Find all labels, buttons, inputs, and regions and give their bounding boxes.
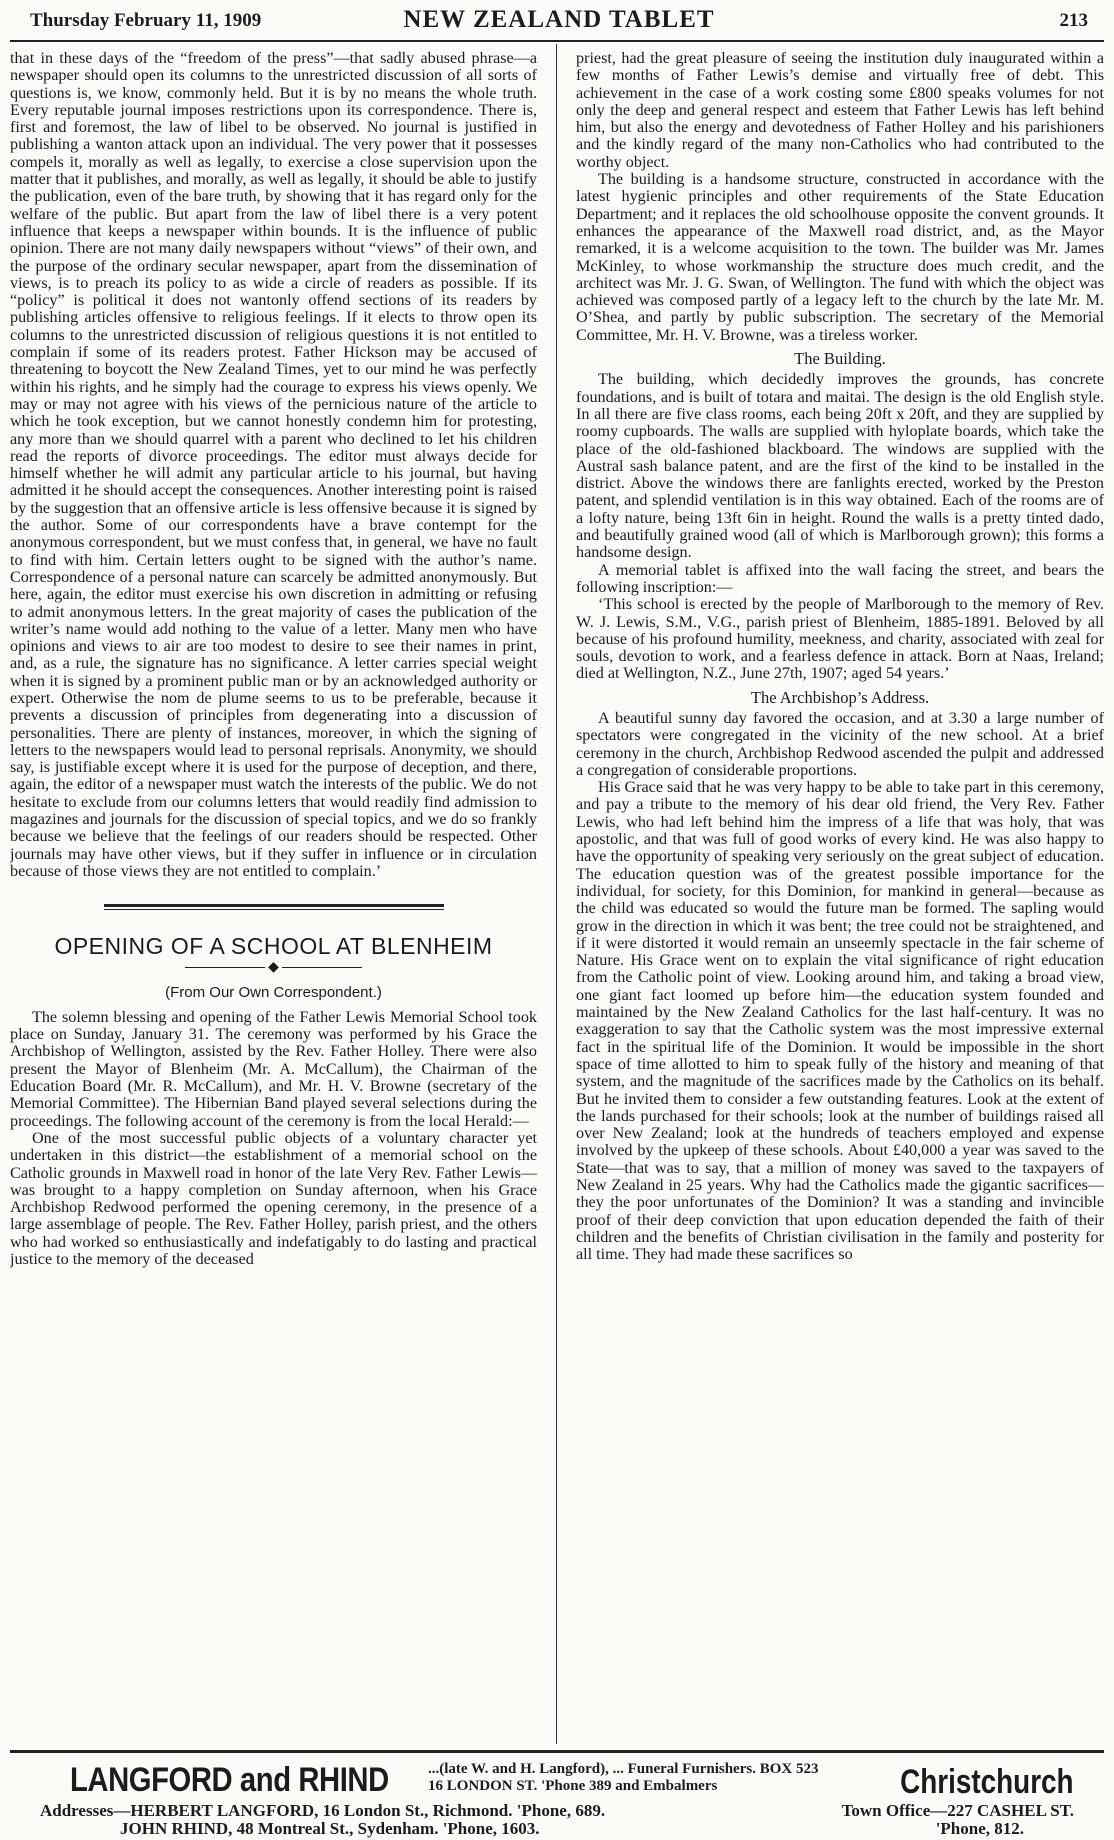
- article-paragraph: One of the most successful public objects of a voluntary character yet undertaken in this district—the establishment of a memorial school on the Catholic grounds in Maxwell road in honor of the late Very Rev. Father Lewis—was brought to a happy completion on Sunday afternoon, when his Grace Archbishop Redwood performed the opening ceremony, in the presence of a large assemblage of people. The Rev. Father Holley, parish priest, and the others who had worked so enthusiastically and indefatigably to do lasting and practical justice to the memory of the deceased: [10, 1129, 537, 1268]
- advert-town-phone: 'Phone, 812.: [935, 1819, 1024, 1838]
- subhead-address: The Archbishop’s Address.: [750, 687, 930, 707]
- article-paragraph: The building, which decidedly improves the grounds, has concrete foundations, and is built of totara and maitai. The design is the old English style. In all there are five class rooms, each being 20ft x 20ft, and they are supplied by roomy cupboards. The walls are supplied with hyloplate boards, which take the place of the old-fashioned blackboard. The windows are supplied with the Austral sash balance patent, and are the first of the kind to be installed in the district. Above the windows there are fanlights erected, worked by the Preston patent, and splendid ventilation is in this way obtained. Each of the rooms are of a lofty nature, being 13ft 6in in height. Round the walls is a pretty tinted dado, and beautifully grained wood (all of which is Marlborough grown); this forms a handsome design.: [576, 371, 1104, 562]
- advert-info-line: ...(late W. and H. Langford), ... Funeral Furnishers. BOX 523: [428, 1761, 819, 1777]
- subhead-building: The Building.: [794, 349, 886, 369]
- page-header: [30, 6, 1088, 36]
- article-paragraph: The solemn blessing and opening of the Father Lewis Memorial School took place on Sunday, January 31. The ceremony was performed by his Grace the Archbishop of Wellington, assisted by the Rev. Father Holley. There were also present the Mayor of Blenheim (Mr. A. McCallum), the Chairman of the Education Board (Mr. R. McCallum), and Mr. H. V. Browne (secretary of the Memorial Committee). The Hibernian Band played several selections during the proceedings. The following account of the ceremony is from the local Herald:—: [10, 1008, 537, 1130]
- advert-info-line: 16 LONDON ST. 'Phone 389 and Embalmers: [428, 1778, 718, 1794]
- advert-firm-name: LANGFORD and RHIND: [70, 1761, 389, 1799]
- right-column: [576, 50, 1104, 1740]
- advert-town-office: Town Office—227 CASHEL ST.: [841, 1801, 1074, 1820]
- article-byline: (From Our Own Correspondent.): [165, 983, 382, 1001]
- column-divider: [556, 44, 557, 1744]
- advert-firm-info: [428, 1761, 818, 1795]
- left-column: [10, 50, 537, 1740]
- masthead: NEW ZEALAND TABLET: [403, 6, 715, 33]
- editorial-paragraph: that in these days of the “freedom of the press”—that sadly abused phrase—a newspaper should open its columns to the unrestricted discussion of all sorts of questions is, we know, commonly held. But it is by no means the whole truth. Every reputable journal imposes restrictions upon its correspondence. There is, first and foremost, the law of libel to be observed. No journal is justified in publishing a wanton attack upon an individual. The very power that it possesses compels it, morally as well as legally, to exercise a close supervision upon the matter that it publishes, and morally, as well as legally, it should be able to justify the publication, even of the bare truth, by showing that it has regard only for the welfare of the public. But apart from the law of libel there is a very potent influence that keeps a newspaper within bounds. It is the influence of public opinion. There are not many daily newspapers without “views” of their own, and the purpose of the ordinary secular newspaper, apart from the dissemination of views, is to preach its policy to as wide a circle of readers as possible. If its “policy” is political it does not wantonly offend sections of its readers by publishing articles offensive to religious feelings. If it elects to throw open its columns to the unrestricted discussion of religious questions it is not entitled to complain if some of its readers protest. Father Hickson may be accused of threatening to boycott the New Zealand Times, yet to our mind he was perfectly within his rights, and he simply had the courage to express his views openly. We may or may not agree with his views of the pernicious nature of the article to which he took exception, but we cannot honestly condemn him for protesting, any more than we should quarrel with a parent who declined to let his children read the reports of divorce proceedings. The editor must always decide for himself whether he will admit any particular article to his journal, but having admitted it he should accept the consequences. Another interesting point is raised by the suggestion that an offensive article is less offensive because it is signed by the author. Some of our correspondents have a brave contempt for the anonymous correspondent, but we must confess that, in general, we have no fault to find with him. Certain letters ought to be signed with the author’s name. Correspondence of a personal nature can scarcely be admitted anonymously. But here, again, the editor must exercise his own discretion in admitting or refusing to admit anonymous letters. In the great majority of cases the publication of the writer’s name would add nothing to the value of a letter. Many men who have opinions and views to air are too modest to desire to see their names in print, and, as a rule, the signature has no significance. A letter carries special weight when it is signed by a prominent public man or by an acknowledged authority or expert. Otherwise the nom de plume seems to us to be preferable, because it prevents a discussion of principles from degenerating into a discussion of personalities. There are plenty of instances, moreover, in which the signing of letters to the newspapers would lead to personal reprisals. Anonymity, we should say, is justifiable except where it is used for the purpose of deception, and there, again, the editor of a newspaper must watch the interests of the public. We do not hesitate to exclude from our columns letters that would readily find admission to magazines and journals for the discussion of special topics, and we do so frankly because we believe that the feelings of our readers should be respected. Other journals may have other views, but if they suffer in influence or in circulation because of those views they are not entitled to complain.’: [10, 50, 537, 880]
- title-ornament: ◆: [10, 960, 537, 976]
- inscription-paragraph: ‘This school is erected by the people of Marlborough to the memory of Rev. W. J. Lewis, S.M., V.G., parish priest of Blenheim, 1885-1891. Beloved by all because of his profound humility, meekness, and charity, associated with zeal for souls, devotion to work, and a fearless defence in attack. Born at Naas, Ireland; died at Wellington, N.Z., June 27th, 1907; aged 54 years.’: [576, 596, 1104, 683]
- header-rule: [10, 40, 1104, 42]
- article-paragraph: A beautiful sunny day favored the occasion, and at 3.30 a large number of spectators were congregated in the vicinity of the new school. At a brief ceremony in the church, Archbishop Redwood ascended the pulpit and addressed a congregation of considerable proportions.: [576, 709, 1104, 779]
- page-number: 213: [1059, 10, 1088, 31]
- article-title: OPENING OF A SCHOOL AT BLENHEIM: [54, 933, 493, 960]
- advert-city: Christchurch: [900, 1763, 1074, 1801]
- advertisement: [10, 1750, 1104, 1837]
- advert-address-line: Addresses—HERBERT LANGFORD, 16 London St., Richmond. 'Phone, 689.: [40, 1801, 606, 1820]
- article-paragraph: His Grace said that he was very happy to be able to take part in this ceremony, and pay a tribute to the memory of his dear old friend, the Very Rev. Father Lewis, who had left behind him the impress of a life that was holy, that was apostolic, and that was full of good works of every kind. He was also happy to have the opportunity of speaking very seriously on the great subject of education. The education question was of the greatest possible importance for the individual, for society, for this Dominion, for mankind in general—because as the child was educated so would the future man be formed. The sapling would grow in the direction in which it was bent; the tree could not be straightened, and if it were distorted it would remain an unseemly spectacle in the fair scheme of Nature. His Grace went on to explain the vital significance of right education from the Catholic point of view. Looking around him, and taking a broad view, one giant fact loomed up before him—the education system founded and maintained by the New Zealand Catholics for the last half-century. It was no exaggeration to say that the Catholic system was the most impressive external fact in the spiritual life of the Dominion. It would be impossible in the short space of time allotted to him to speak fully of the history and meaning of that system, and the magnitude of the sacrifices made by the Catholics on its behalf. But he invited them to consider a few outstanding features. Look at the extent of the lands purchased for their schools; look at the number of buildings raised all over New Zealand; look at the hundreds of teachers employed and expense involved by the upkeep of these schools. About £40,000 a year was saved to the State—that was to say, that a million of money was saved to the taxpayers of New Zealand in 25 years. Why had the Catholics made the gigantic sacrifices—they the poor unfortunates of the Dominion? It was a standing and invincible proof of their deep conviction that upon education depended the faith of their children and the benefits of Christian civilisation in the family and posterity for all time. They had made these sacrifices so: [576, 779, 1104, 1264]
- article-paragraph: priest, had the great pleasure of seeing the institution duly inaugurated within a few months of Father Lewis’s demise and virtually free of debt. This achievement in the case of a work costing some £800 speaks volumes for not only the deep and general respect and esteem that Father Lewis has left behind him, but also the energy and devotedness of Father Holley and his parishioners and the kindly regard of the many non-Catholics who had contributed to the worthy object.: [576, 50, 1104, 171]
- article-paragraph: The building is a handsome structure, constructed in accordance with the latest hygienic principles and other requirements of the State Education Department; and it replaces the old schoolhouse opposite the convent grounds. It enhances the appearance of the Maxwell road district, and, as the Mayor remarked, it is a welcome acquisition to the town. The builder was Mr. James McKinley, to whose workmanship the structure does much credit, and the architect was Mr. J. G. Swan, of Wellington. The fund with which the object was achieved was composed partly of a legacy left to the church by the late Mr. M. O’Shea, and partly by public subscription. The secretary of the Memorial Committee, Mr. H. V. Browne, was a tireless worker.: [576, 171, 1104, 344]
- article-paragraph: A memorial tablet is affixed into the wall facing the street, and bears the following inscription:—: [576, 561, 1104, 596]
- article-separator: [104, 904, 444, 910]
- issue-date: Thursday February 11, 1909: [30, 10, 262, 31]
- advert-address-line: JOHN RHIND, 48 Montreal St., Sydenham. 'Phone, 1603.: [120, 1819, 540, 1838]
